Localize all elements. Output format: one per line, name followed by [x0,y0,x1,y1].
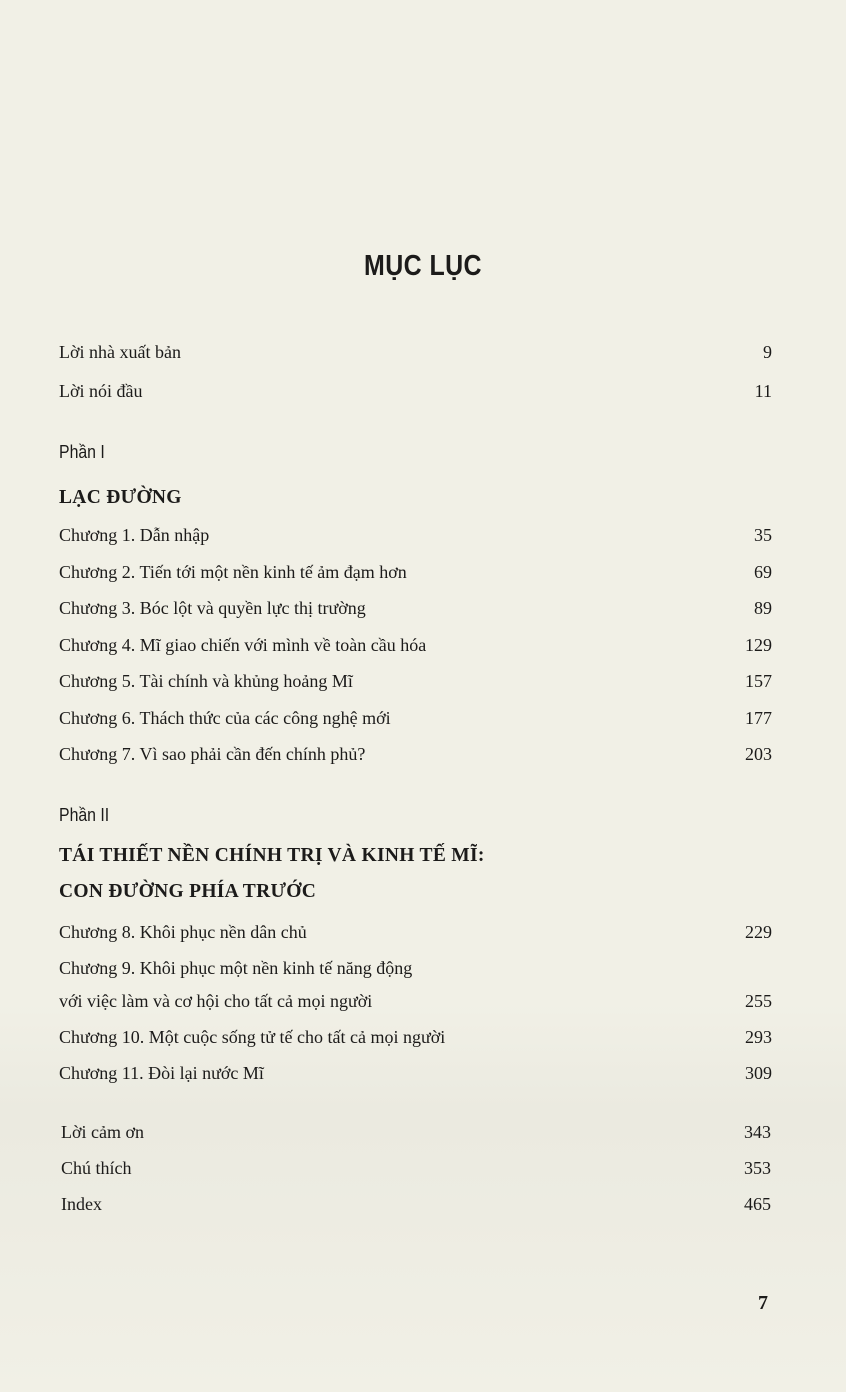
toc-entry-chapter-3 [59,597,772,619]
toc-entry-label: Chương 2. Tiến tới một nền kinh tế ảm đạm hơn [59,562,407,582]
toc-entry-chapter-5 [59,670,772,692]
toc-entry-chapter-9-cont [59,990,772,1012]
toc-entry-front-2 [59,380,772,402]
part-2-title-line-1: TÁI THIẾT NỀN CHÍNH TRỊ VÀ KINH TẾ MĨ: [59,845,485,866]
toc-entry-page: 343 [744,1122,771,1142]
part-1-title: LẠC ĐƯỜNG [59,487,182,508]
toc-entry-page: 309 [745,1063,772,1083]
toc-entry-label: Chương 8. Khôi phục nền dân chủ [59,922,307,942]
toc-entry-chapter-6 [59,707,772,729]
toc-entry-label: Chương 4. Mĩ giao chiến với mình về toàn cầu hóa [59,635,427,655]
toc-entry-label: Lời nói đầu [59,381,143,401]
toc-entry-label: Index [61,1194,102,1214]
toc-entry-label: Chương 7. Vì sao phải cần đến chính phủ? [59,744,366,764]
toc-entry-chapter-2 [59,561,772,583]
toc-entry-label: Chương 3. Bóc lột và quyền lực thị trường [59,598,366,618]
page-number: 7 [758,1292,768,1314]
toc-title: MỤC LỤC [363,250,482,282]
toc-entry-chapter-8 [59,921,772,943]
toc-entry-back-3 [61,1193,771,1215]
toc-entry-page: 69 [754,562,772,582]
toc-entry-page: 465 [744,1194,771,1214]
toc-entry-chapter-10 [59,1026,772,1048]
toc-entry-label: Chú thích [61,1158,132,1178]
part-2-title-line-2: CON ĐƯỜNG PHÍA TRƯỚC [59,881,317,902]
toc-entry-page: 353 [744,1158,771,1178]
toc-entry-page: 35 [754,525,772,545]
toc-entry-back-1 [61,1121,771,1143]
toc-entry-chapter-1 [59,524,772,546]
toc-entry-label: Chương 11. Đòi lại nước Mĩ [59,1063,264,1083]
part-2-label: Phần II [59,805,110,825]
toc-entry-label: Chương 10. Một cuộc sống tử tế cho tất cả mọi người [59,1027,446,1047]
toc-entry-page: 177 [745,708,772,728]
toc-entry-chapter-9 [59,957,772,979]
toc-entry-front-1 [59,341,772,363]
toc-entry-page: 129 [745,635,772,655]
toc-entry-page: 9 [763,342,772,362]
toc-entry-label: Chương 6. Thách thức của các công nghệ mới [59,708,391,728]
toc-entry-page: 229 [745,922,772,942]
toc-entry-page: 255 [745,991,772,1011]
toc-entry-label: Lời cảm ơn [61,1122,145,1142]
toc-entry-page: 157 [745,671,772,691]
toc-entry-label: với việc làm và cơ hội cho tất cả mọi người [59,991,373,1011]
toc-entry-chapter-11 [59,1062,772,1084]
toc-entry-back-2 [61,1157,771,1179]
part-1-label: Phần I [59,442,105,462]
toc-entry-chapter-7 [59,743,772,765]
toc-entry-page: 11 [754,381,772,401]
toc-entry-label: Chương 1. Dẫn nhập [59,525,210,545]
toc-entry-chapter-4 [59,634,772,656]
toc-entry-page: 203 [745,744,772,764]
toc-entry-label: Lời nhà xuất bản [59,342,181,362]
toc-entry-label: Chương 5. Tài chính và khủng hoảng Mĩ [59,671,353,691]
toc-entry-page: 89 [754,598,772,618]
toc-entry-page: 293 [745,1027,772,1047]
toc-entry-label: Chương 9. Khôi phục một nền kinh tế năng động [59,958,413,978]
